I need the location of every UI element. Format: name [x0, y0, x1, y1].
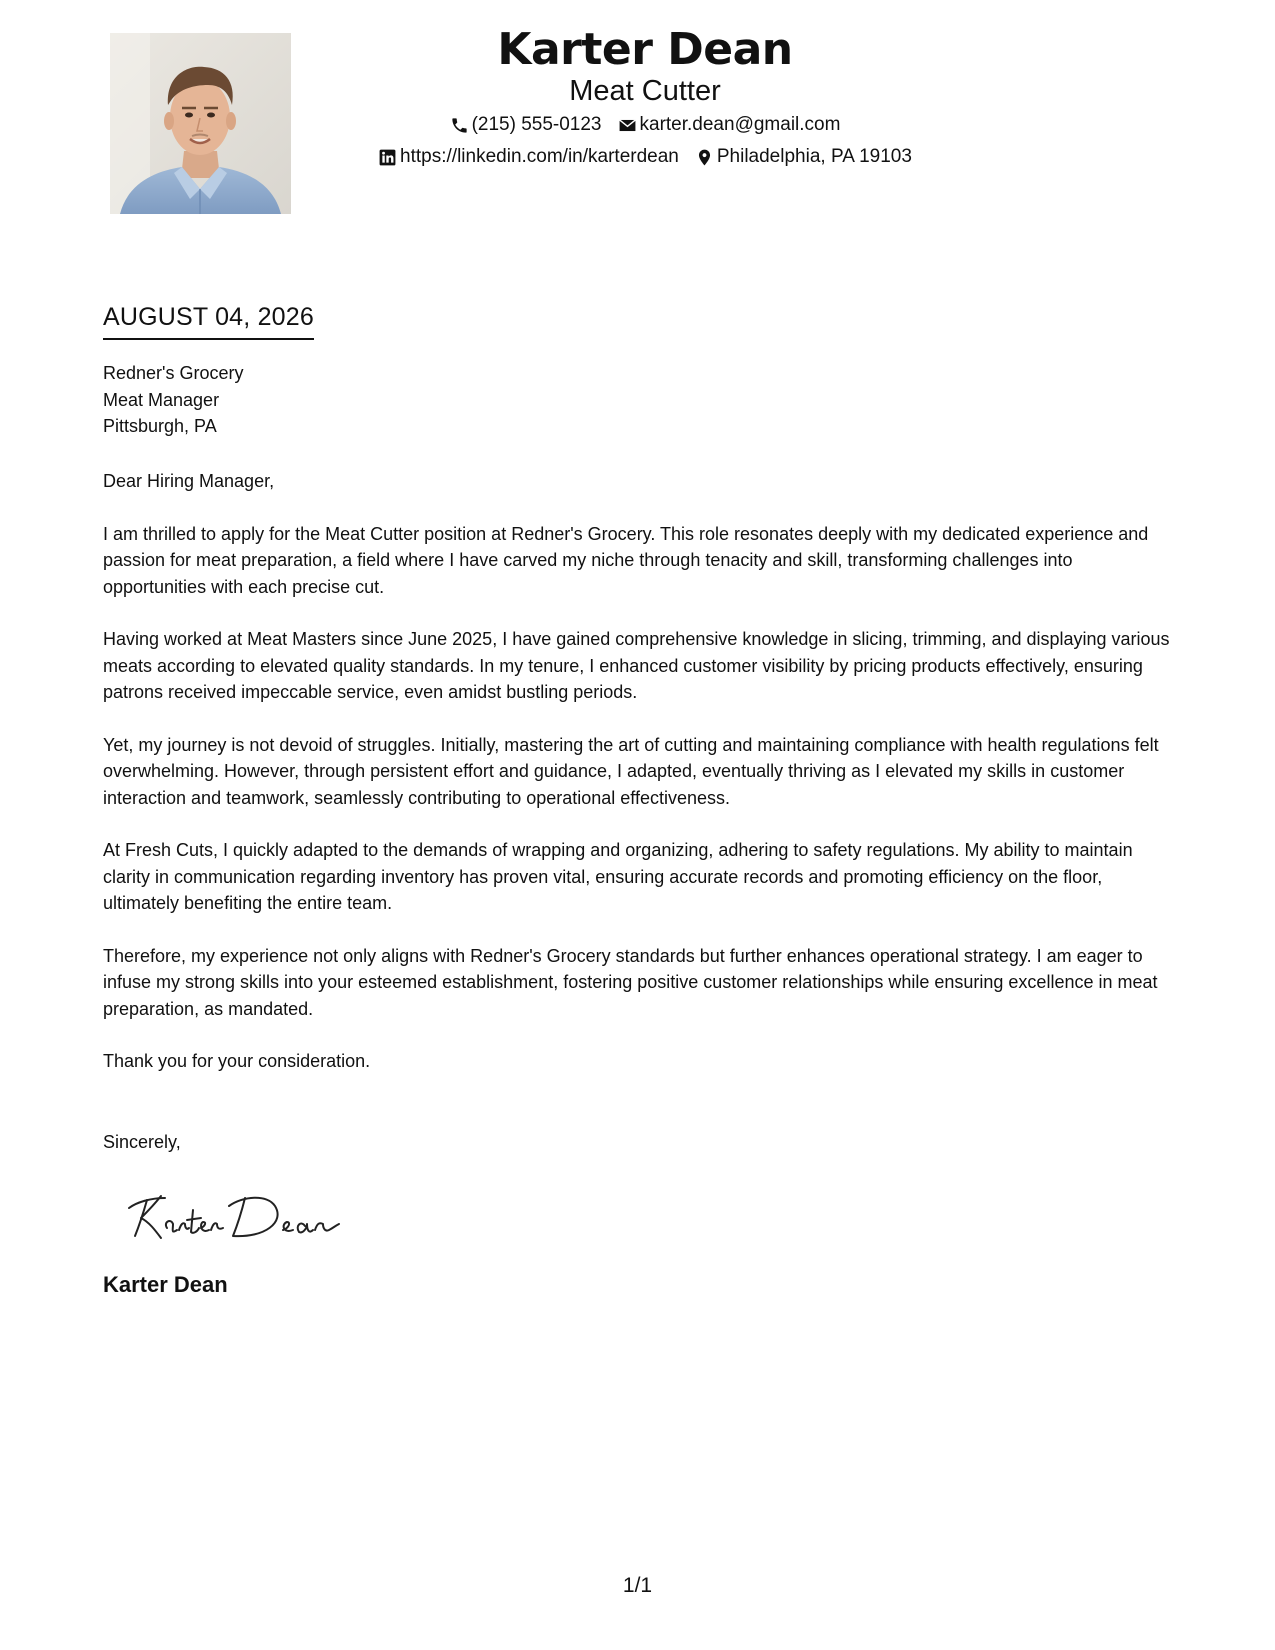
paragraph-1: I am thrilled to apply for the Meat Cutter position at Redner's Grocery. This role resonates deeply with my dedicated experience and passion for meat preparation, a field where I have carved my niche through tenacity and skill, transforming challenges into opportunities with each precise cut.: [103, 523, 1149, 597]
letter-body: [103, 468, 1178, 1101]
signature-drawing: [125, 1180, 345, 1250]
recipient-company: Redner's Grocery: [103, 363, 244, 383]
envelope-icon: [618, 116, 637, 135]
handwritten-signature: [125, 1180, 345, 1255]
paragraph-4: At Fresh Cuts, I quickly adapted to the demands of wrapping and organizing, adhering to safety regulations. My ability to maintain clarity in communication regarding inventory has proven vital, ensuring accurate records and promoting efficiency on the floor, ultimately benefiting the entire team.: [103, 840, 1133, 913]
letter-date: AUGUST 04, 2026: [103, 300, 314, 340]
closing: Sincerely,: [103, 1132, 181, 1152]
contact-row-2: [330, 142, 960, 172]
recipient-block: [103, 360, 243, 440]
profile-photo: [110, 33, 291, 214]
paragraph-5: Therefore, my experience not only aligns with Redner's Grocery standards but further enhances operational strategy. I am eager to infuse my strong skills into your esteemed establishment, fostering positive customer relationships while ensuring excellence in meat preparation, as mandated.: [103, 945, 1158, 1019]
contact-location: [695, 142, 912, 172]
contact-email[interactable]: [618, 110, 841, 140]
paragraph-2: Having worked at Meat Masters since June 2025, I have gained comprehensive knowledge in slicing, trimming, and displaying various meats according to elevated quality standards. In my tenure, I enhanced customer visibility by pricing products effectively, ensuring patrons received impeccable service, even amidst bustling periods.: [103, 629, 1170, 702]
resume-header: [330, 22, 960, 172]
recipient-role: Meat Manager: [103, 389, 220, 410]
salutation: Dear Hiring Manager,: [103, 471, 275, 491]
location-text: Philadelphia, PA 19103: [716, 146, 912, 167]
contact-phone[interactable]: [450, 110, 602, 140]
contact-linkedin[interactable]: [378, 142, 679, 172]
applicant-name: Karter Dean: [497, 24, 793, 75]
email-address: karter.dean@gmail.com: [639, 114, 841, 135]
linkedin-url: https://linkedin.com/in/karterdean: [400, 146, 679, 167]
phone-icon: [450, 116, 469, 135]
job-title: Meat Cutter: [569, 75, 721, 107]
page-number: 1/1: [622, 1574, 653, 1597]
profile-photo-illustration: [110, 33, 291, 214]
recipient-city: Pittsburgh, PA: [103, 416, 217, 436]
map-pin-icon: [695, 148, 714, 167]
contact-row-1: [330, 110, 960, 140]
linkedin-icon: [378, 148, 397, 167]
signer-name: Karter Dean: [103, 1272, 228, 1297]
paragraph-3: Yet, my journey is not devoid of struggles. Initially, mastering the art of cutting and maintaining compliance with health regulations felt overwhelming. However, through persistent effort and guidance, I adapted, eventually thriving as I elevated my skills in customer interaction and teamwork, seamlessly contributing to operational effectiveness.: [103, 734, 1159, 808]
paragraph-6: Thank you for your consideration.: [103, 1051, 371, 1071]
phone-number: (215) 555-0123: [471, 114, 602, 135]
